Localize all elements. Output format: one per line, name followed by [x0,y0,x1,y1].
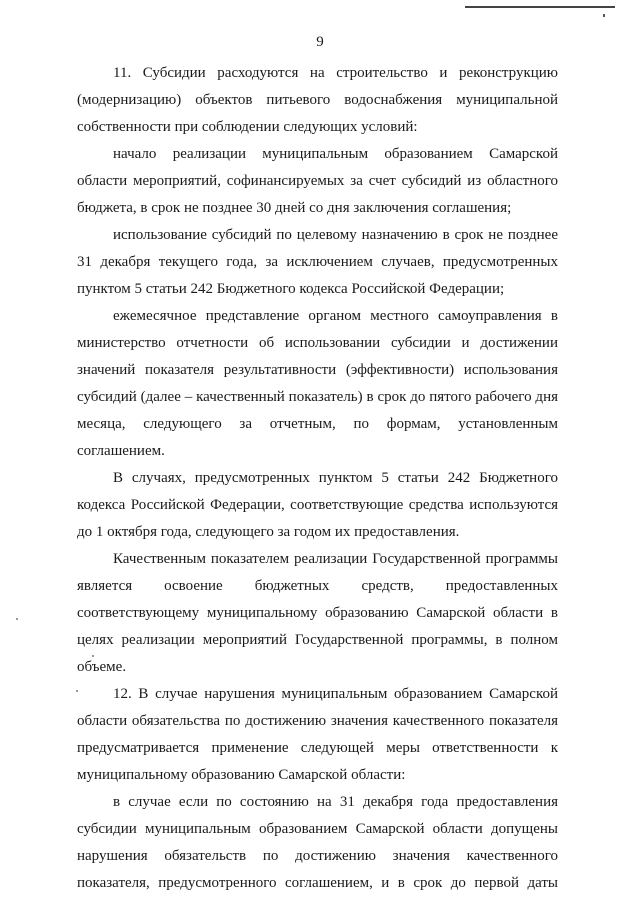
scan-top-line [465,6,615,8]
condition-reporting: ежемесячное представление органом местного самоуправления в министерство отчетности об использовании субсидии и достижении значений показателя результативности (эффективности) использования субсидий (далее – качественный показатель) в срок до пятого рабочего дня месяца, следующего за отчетным, по формам, установленным соглашением. [77,308,558,459]
paragraph-11: 11. Субсидии расходуются на строительство и реконструкцию (модернизацию) объектов питьевого водоснабжения муниципальной собственности при соблюдении следующих условий: [77,65,558,135]
paragraph-12: 12. В случае нарушения муниципальным образованием Самарской области обязательства по достижению значения качественного показателя предусматривается применение следующей меры ответственности к муниципальному образованию Самарской области: [77,686,558,783]
condition-usage: использование субсидий по целевому назначению в срок не позднее 31 декабря текущего года, за исключением случаев, предусмотренных пунктом 5 статьи 242 Бюджетного кодекса Российской Федерации; [77,227,558,297]
scan-mark [603,14,605,17]
scan-speck [16,618,18,620]
paragraph-violation: в случае если по состоянию на 31 декабря года предоставления субсидии муниципальным образованием Самарской области допущены нарушения обязательств по достижению значения качественного показателя, предусмотренного соглашением, и в срок до первой даты [77,794,558,891]
condition-start: начало реализации муниципальным образованием Самарской области мероприятий, софинансируемых за счет субсидий из областного бюджета, в срок не позднее 30 дней со дня заключения соглашения; [77,146,558,216]
paragraph-exceptions: В случаях, предусмотренных пунктом 5 статьи 242 Бюджетного кодекса Российской Федерации, соответствующие средства используются до 1 октября года, следующего за годом их предоставления. [77,470,558,540]
document-body [77,60,558,897]
paragraph-quality-indicator: Качественным показателем реализации Государственной программы является освоение бюджетных средств, предоставленных соответствующему муниципальному образованию Самарской области в целях реализации мероприятий Государственной программы, в полном объеме. [77,551,558,675]
page-number: 9 [316,34,324,50]
